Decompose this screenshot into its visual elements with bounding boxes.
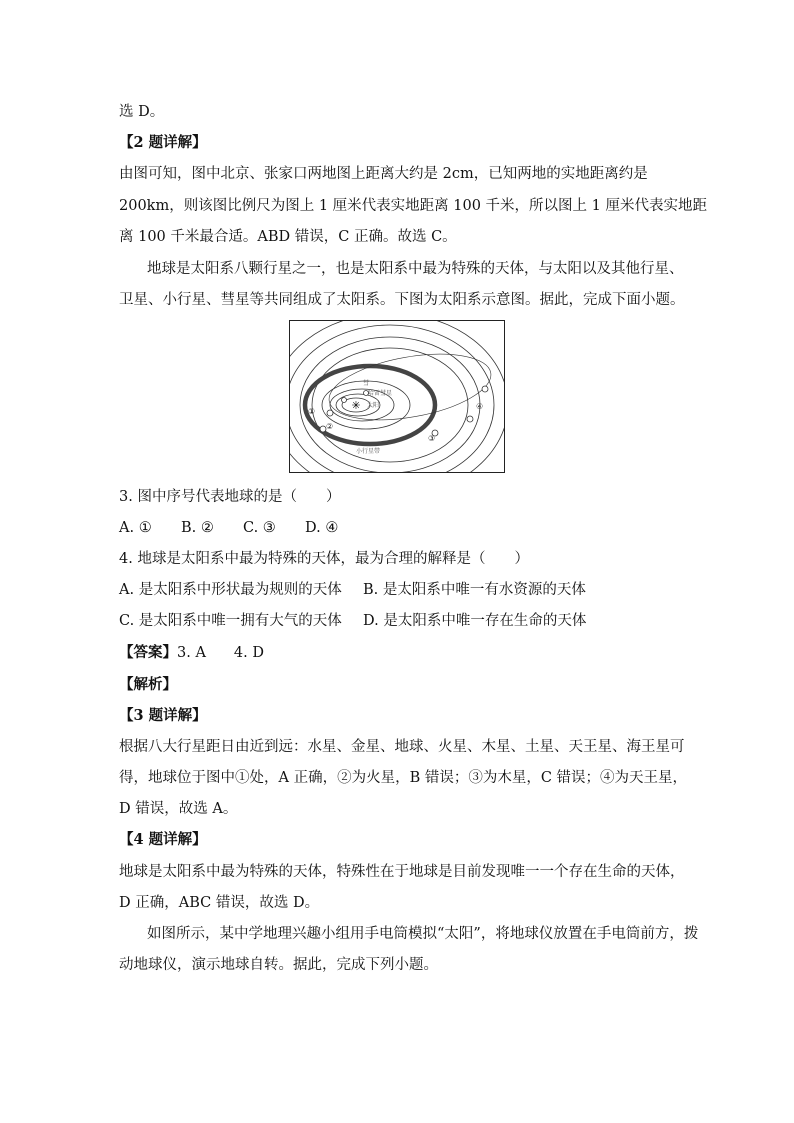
answer-3: 3. A (177, 645, 206, 661)
question-4-stem: 4. 地球是太阳系中最为特殊的天体，最为合理的解释是（ ） (119, 551, 529, 567)
answer-label: 【答案】 (119, 644, 177, 661)
marker-4: ④ (476, 402, 484, 411)
option-c: C. 是太阳系中唯一拥有大气的天体 (119, 613, 342, 629)
question-3-options (119, 518, 338, 538)
planet-dot (467, 416, 473, 422)
text-line: 根据八大行星距日由近到远：水星、金星、地球、火星、木星、土星、天王星、海王星可 (119, 739, 685, 755)
marker-2: ② (326, 422, 334, 431)
question-4-options-row-2 (119, 611, 586, 631)
marker-1: ① (308, 407, 316, 416)
question-4-options-row-1 (119, 580, 586, 600)
sun-label: 太阳 (367, 402, 380, 409)
asteroid-belt-label: 小行星带 (356, 448, 381, 455)
option-a: A. ① (119, 520, 152, 536)
option-c: C. ③ (243, 520, 276, 536)
solar-system-diagram (289, 320, 505, 473)
option-d: D. 是太阳系中唯一存在生命的天体 (363, 613, 587, 629)
comet-label: 彗 (362, 380, 370, 387)
marker-3: ③ (428, 434, 436, 443)
question-3-stem: 3. 图中序号代表地球的是（ ） (119, 489, 341, 505)
orbit-5 (312, 348, 468, 462)
section-heading: 【4 题详解】 (119, 831, 207, 848)
planet-dot (327, 410, 333, 416)
section-heading: 【2 题详解】 (119, 134, 207, 151)
text-line: 由图可知，图中北京、张家口两地图上距离大约是 2cm，已知两地的实地距离约是 (119, 166, 648, 182)
text-line: 如图所示，某中学地理兴趣小组用手电筒模拟“太阳”，将地球仪放置在手电筒前方，拨 (147, 926, 699, 942)
section-heading: 【3 题详解】 (119, 707, 207, 724)
text-line: 离 100 千米最合适。ABD 错误，C 正确。故选 C。 (119, 229, 457, 245)
option-b: B. ② (181, 520, 214, 536)
text-line: 选 D。 (119, 104, 165, 120)
text-line: D 正确，ABC 错误，故选 D。 (119, 895, 320, 911)
orbit-6 (300, 337, 480, 472)
answer-4: 4. D (233, 645, 264, 661)
text-line: 地球是太阳系八颗行星之一，也是太阳系中最为特殊的天体，与太阳以及其他行星、 (147, 261, 684, 277)
analysis-heading: 【解析】 (119, 676, 177, 693)
text-line: D 错误，故选 A。 (119, 801, 238, 817)
option-a: A. 是太阳系中形状最为规则的天体 (119, 582, 342, 598)
option-d: D. ④ (305, 520, 339, 536)
text-line: 卫星、小行星、彗星等共同组成了太阳系。下图为太阳系示意图。据此，完成下面小题。 (119, 292, 685, 308)
text-line: 动地球仪，演示地球自转。据此，完成下列小题。 (119, 957, 438, 973)
planet-dot (342, 398, 347, 403)
text-line: 地球是太阳系中最为特殊的天体，特殊性在于地球是目前发现唯一一个存在生命的天体， (119, 864, 685, 880)
orbit-4 (322, 381, 410, 429)
text-line: 200km，则该图比例尺为图上 1 厘米代表实地距离 100 千米，所以图上 1 厘米代表实地距 (119, 198, 707, 214)
comet-orbit-label: 哈雷彗星 (368, 390, 393, 397)
answer-line (119, 643, 264, 663)
text-line: 得，地球位于图中①处，A 正确，②为火星，B 错误；③为木星，C 错误；④为天王星， (119, 770, 688, 786)
sun-icon: ✳ (351, 399, 361, 412)
planet-dot (482, 386, 488, 392)
option-b: B. 是太阳系中唯一有水资源的天体 (363, 582, 586, 598)
solar-system-svg (290, 321, 504, 472)
orbit-7 (290, 325, 494, 472)
